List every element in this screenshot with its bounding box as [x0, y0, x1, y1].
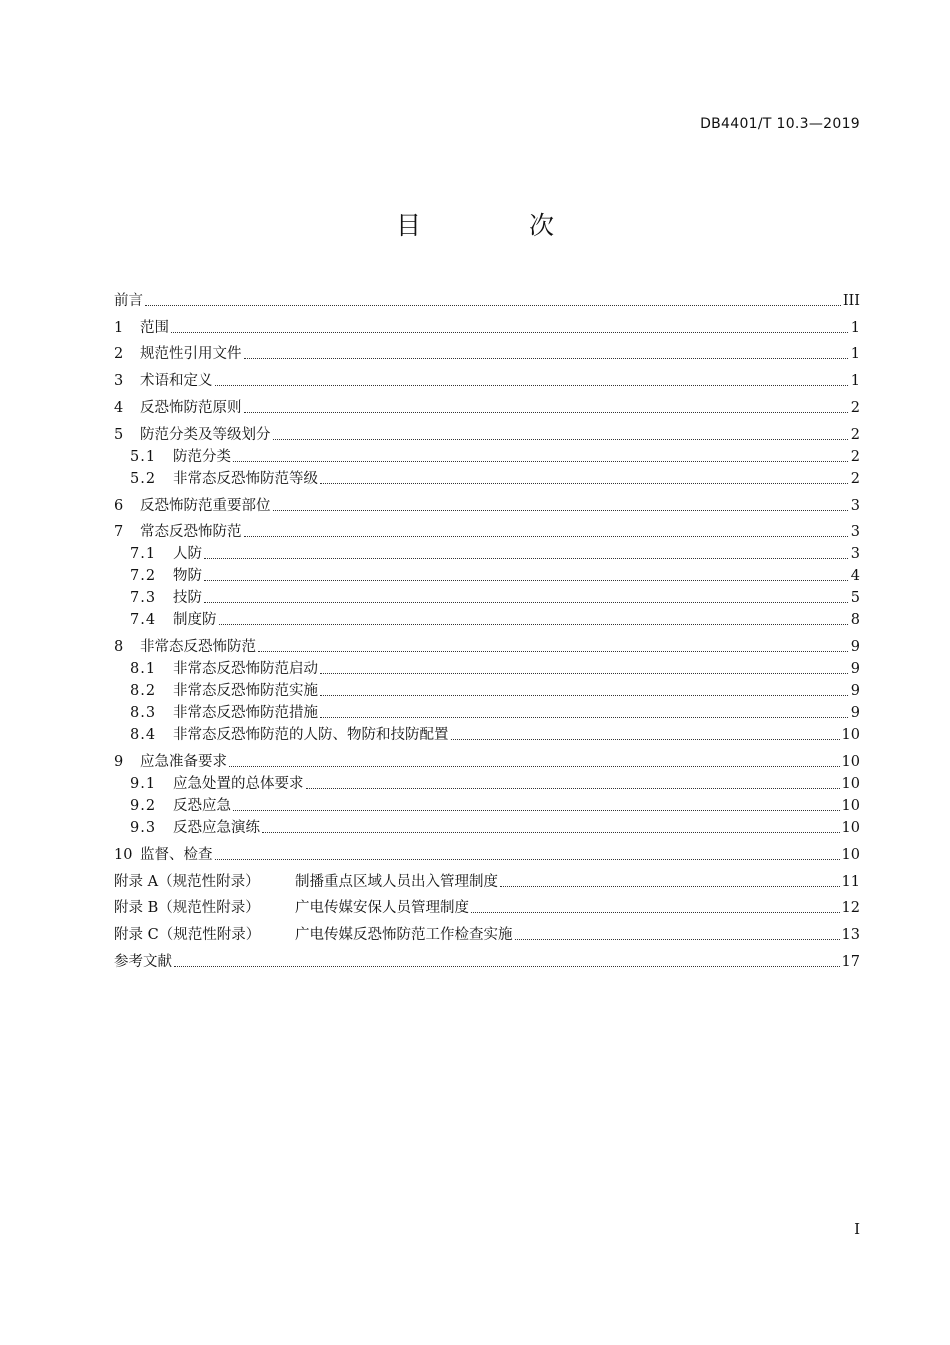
toc-entry-page: 9: [850, 705, 860, 722]
toc-entry-number: 1: [114, 319, 124, 336]
toc-entry-page: 10: [841, 819, 860, 836]
toc-leader-dots: [204, 602, 848, 603]
toc-entry-title: 规范性引用文件: [140, 346, 242, 363]
toc-entry-number: 5.1: [130, 448, 157, 465]
toc-entry-title: 应急处置的总体要求: [173, 775, 304, 792]
toc-leader-dots: [320, 717, 848, 718]
toc-entry-title: 反恐应急: [173, 797, 231, 814]
toc-entry[interactable]: [114, 636, 860, 658]
page-title: 目 次: [396, 211, 604, 240]
toc-leader-dots: [174, 966, 840, 967]
toc-entry-title: 反恐怖防范重要部位: [140, 497, 271, 514]
toc-entry[interactable]: [114, 751, 860, 773]
toc-entry-number: 8: [114, 639, 124, 656]
toc-entry-page: 9: [850, 683, 860, 700]
toc-leader-dots: [320, 483, 848, 484]
toc-leader-dots: [215, 385, 849, 386]
toc-entry[interactable]: [114, 424, 860, 446]
toc-entry[interactable]: [114, 897, 860, 919]
toc-leader-dots: [229, 766, 840, 767]
toc-leader-dots: [500, 886, 840, 887]
toc-entry-number: 10: [114, 846, 133, 863]
toc-entry-title: 应急准备要求: [140, 753, 227, 770]
toc-leader-dots: [244, 358, 849, 359]
toc-entry-number: 8.2: [130, 683, 157, 700]
toc-entry-page: 5: [850, 590, 860, 607]
toc-entry-title: 防范分类: [173, 448, 231, 465]
toc-entry[interactable]: [114, 817, 860, 839]
toc-entry-title: 技防: [173, 590, 202, 607]
toc-entry-title: 反恐应急演练: [173, 819, 260, 836]
toc-leader-dots: [244, 536, 849, 537]
toc-entry-number: 6: [114, 497, 124, 514]
toc-entry-title: 常态反恐怖防范: [140, 524, 242, 541]
toc-entry-page: 1: [850, 346, 860, 363]
toc-entry-page: 2: [850, 448, 860, 465]
toc-leader-dots: [262, 832, 840, 833]
toc-entry[interactable]: [114, 609, 860, 631]
toc-entry-number: 7: [114, 524, 124, 541]
toc-entry[interactable]: [114, 924, 860, 946]
toc-entry-number: 附录 B（规范性附录）: [114, 900, 260, 917]
toc-entry-title: 反恐怖防范原则: [140, 399, 242, 416]
toc-leader-dots: [320, 673, 848, 674]
toc-entry-number: 8.4: [130, 727, 157, 744]
toc-entry-number: 5: [114, 426, 124, 443]
toc-entry-title: 非常态反恐怖防范启动: [173, 661, 318, 678]
toc-entry-title: 非常态反恐怖防范措施: [173, 705, 318, 722]
toc-entry-page: 3: [850, 497, 860, 514]
toc-entry[interactable]: [114, 495, 860, 517]
toc-entry-title: 防范分类及等级划分: [140, 426, 271, 443]
toc-entry[interactable]: [114, 658, 860, 680]
toc-entry[interactable]: [114, 317, 860, 339]
toc-entry[interactable]: [114, 468, 860, 490]
toc-entry[interactable]: [114, 565, 860, 587]
toc-entry-page: 10: [841, 753, 860, 770]
toc-entry[interactable]: [114, 773, 860, 795]
toc-entry-title: 非常态反恐怖防范的人防、物防和技防配置: [173, 727, 449, 744]
toc-entry-number: 9.1: [130, 775, 157, 792]
toc-entry[interactable]: [114, 397, 860, 419]
toc-entry[interactable]: [114, 446, 860, 468]
toc-entry-number: 7.4: [130, 612, 157, 629]
toc-leader-dots: [273, 439, 849, 440]
toc-entry-title: 范围: [140, 319, 169, 336]
toc-entry-number: 附录 A（规范性附录）: [114, 873, 260, 890]
toc-leader-dots: [244, 412, 849, 413]
toc-entry-number: 5.2: [130, 470, 157, 487]
page-number: I: [854, 1220, 860, 1238]
toc-entry-number: 8.3: [130, 705, 157, 722]
toc-entry-number: 7.1: [130, 546, 157, 563]
toc-entry[interactable]: [114, 680, 860, 702]
toc-entry-title: 前言: [114, 292, 143, 309]
toc-entry-number: 7.3: [130, 590, 157, 607]
toc-leader-dots: [215, 859, 840, 860]
toc-entry-page: 11: [841, 873, 860, 890]
toc-leader-dots: [145, 305, 841, 306]
toc-entry[interactable]: [114, 587, 860, 609]
toc-entry-page: 1: [850, 373, 860, 390]
toc-entry-number: 2: [114, 346, 124, 363]
toc-entry-number: 9: [114, 753, 124, 770]
toc-entry-title: 制度防: [173, 612, 217, 629]
toc-entry-number: 8.1: [130, 661, 157, 678]
toc-entry-page: 2: [850, 399, 860, 416]
toc-entry-page: 10: [841, 775, 860, 792]
toc-entry-number: 7.2: [130, 568, 157, 585]
standard-code: DB4401/T 10.3—2019: [700, 116, 860, 132]
toc-entry[interactable]: [114, 290, 860, 312]
toc-entry[interactable]: [114, 343, 860, 365]
toc-leader-dots: [204, 558, 848, 559]
toc-entry-title: 广电传媒安保人员管理制度: [295, 900, 469, 917]
toc-entry-page: 3: [850, 546, 860, 563]
toc-entry-page: 8: [850, 612, 860, 629]
toc-entry-number: 3: [114, 373, 124, 390]
toc-leader-dots: [273, 510, 849, 511]
toc-entry-page: 3: [850, 524, 860, 541]
toc-entry-number: 9.2: [130, 797, 157, 814]
toc-entry-page: 10: [841, 846, 860, 863]
toc-entry[interactable]: [114, 951, 860, 973]
toc-leader-dots: [306, 788, 840, 789]
toc-entry-number: 4: [114, 399, 124, 416]
toc-entry-title: 制播重点区域人员出入管理制度: [295, 873, 498, 890]
toc-leader-dots: [233, 810, 840, 811]
toc-entry-title: 非常态反恐怖防范: [140, 639, 256, 656]
toc-entry[interactable]: [114, 844, 860, 866]
toc-leader-dots: [204, 580, 848, 581]
table-of-contents: [114, 285, 860, 973]
toc-entry-page: 9: [850, 639, 860, 656]
toc-entry-title: 监督、检查: [140, 846, 213, 863]
toc-entry-title: 非常态反恐怖防范实施: [173, 683, 318, 700]
toc-entry-page: 10: [841, 797, 860, 814]
toc-entry-title: 广电传媒反恐怖防范工作检查实施: [295, 927, 513, 944]
toc-entry[interactable]: [114, 370, 860, 392]
toc-entry[interactable]: [114, 871, 860, 893]
toc-entry-title: 人防: [173, 546, 202, 563]
toc-leader-dots: [171, 332, 848, 333]
toc-entry-page: 10: [841, 727, 860, 744]
toc-entry[interactable]: [114, 724, 860, 746]
toc-entry-page: 2: [850, 470, 860, 487]
toc-entry-number: 附录 C（规范性附录）: [114, 927, 261, 944]
toc-leader-dots: [451, 739, 840, 740]
toc-entry-page: 12: [841, 900, 860, 917]
toc-entry-page: 17: [841, 953, 860, 970]
toc-entry[interactable]: [114, 543, 860, 565]
toc-entry-number: 9.3: [130, 819, 157, 836]
toc-leader-dots: [258, 651, 848, 652]
toc-entry-title: 术语和定义: [140, 373, 213, 390]
toc-leader-dots: [233, 461, 848, 462]
toc-leader-dots: [515, 939, 840, 940]
toc-entry-title: 物防: [173, 568, 202, 585]
toc-entry-page: 9: [850, 661, 860, 678]
toc-leader-dots: [471, 912, 840, 913]
toc-entry[interactable]: [114, 521, 860, 543]
toc-leader-dots: [320, 695, 848, 696]
toc-entry[interactable]: [114, 795, 860, 817]
toc-entry-title: 参考文献: [114, 953, 172, 970]
toc-entry-page: III: [842, 292, 860, 309]
toc-entry-title: 非常态反恐怖防范等级: [173, 470, 318, 487]
toc-entry-page: 1: [850, 319, 860, 336]
toc-entry-page: 13: [841, 927, 860, 944]
toc-entry-page: 2: [850, 426, 860, 443]
toc-entry[interactable]: [114, 702, 860, 724]
toc-leader-dots: [219, 624, 849, 625]
toc-entry-page: 4: [850, 568, 860, 585]
